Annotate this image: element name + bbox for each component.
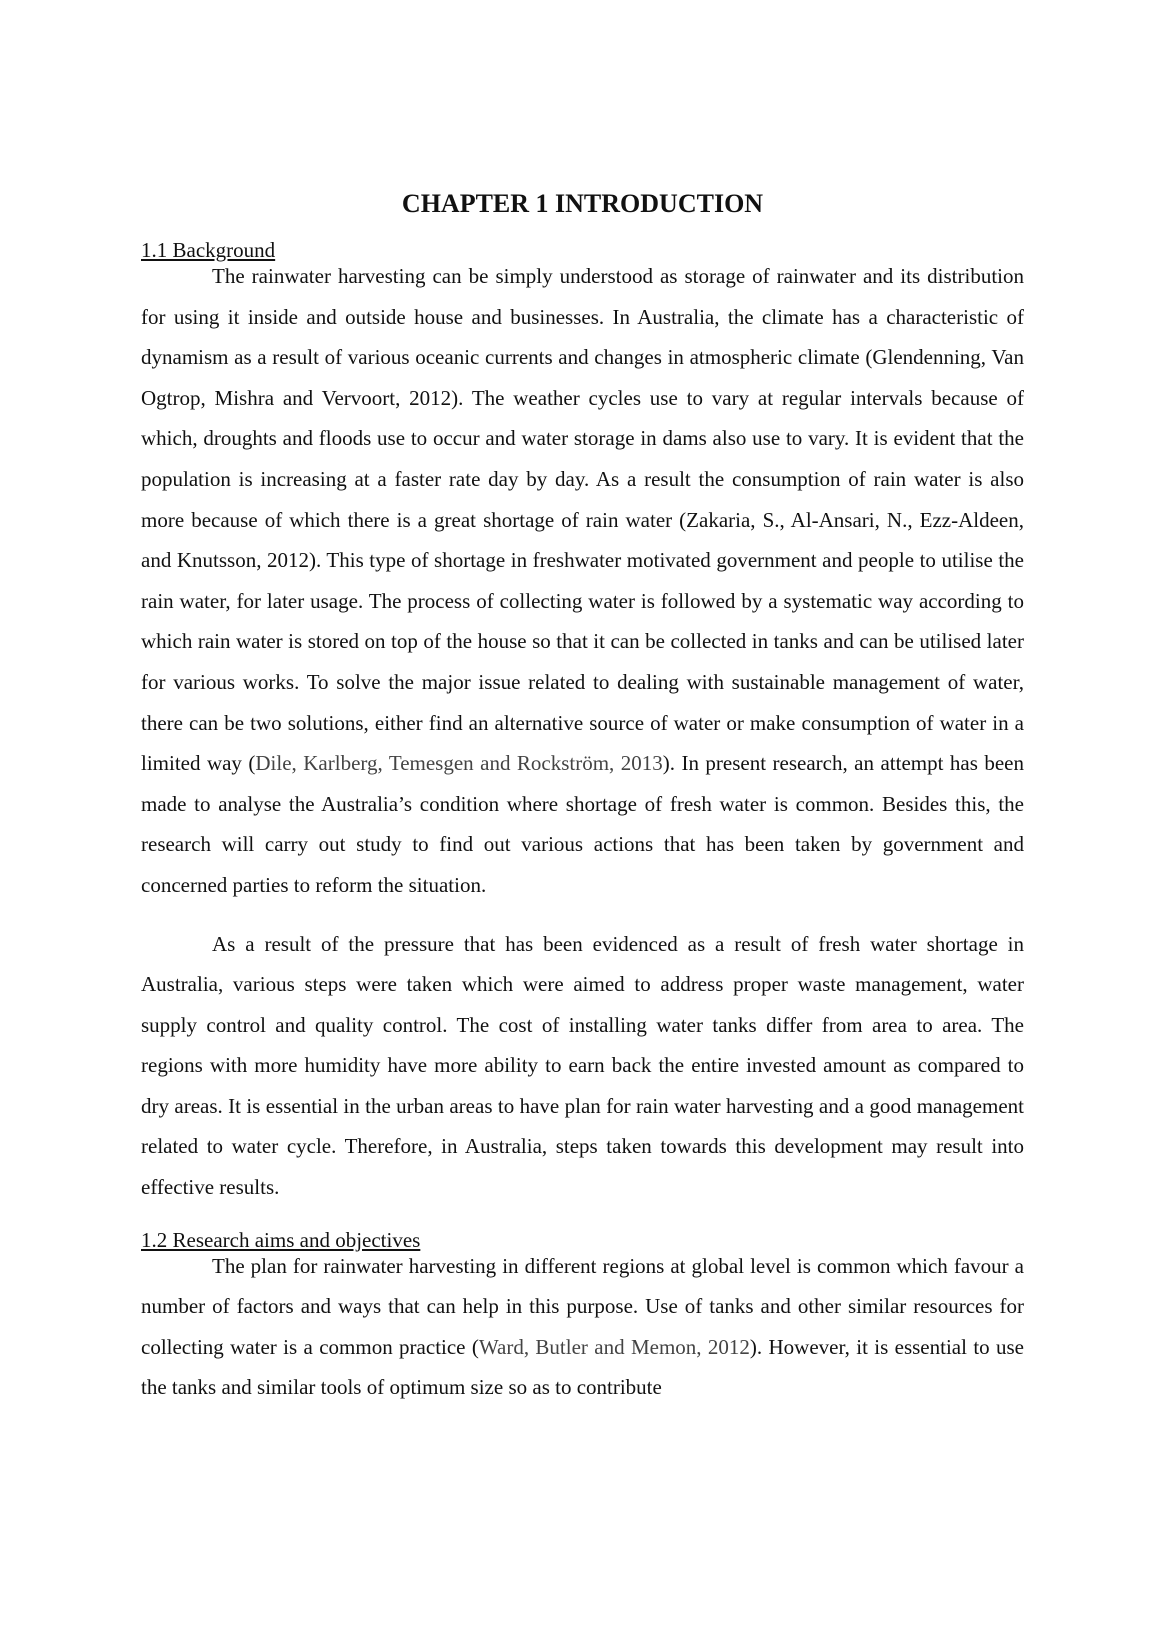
section-heading-aims: 1.2 Research aims and objectives bbox=[141, 1227, 421, 1252]
citation-dile-2013: Dile, Karlberg, Temesgen and Rockström, 2013 bbox=[255, 751, 663, 776]
background-paragraph-1-text-a: The rainwater harvesting can be simply understood as storage of rainwater and its distribution for using it inside and outside house and businesses. In Australia, the climate has a characteristic of dynamism as a result of various oceanic currents and changes in atmospheric climate (Glendenning, Van Ogtrop, Mishra and Vervoort, 2012). The weather cycles use to vary at regular intervals because of which, droughts and floods use to occur and water storage in dams also use to vary. It is evident that the population is increasing at a faster rate day by day. As a result the consumption of rain water is also more because of which there is a great shortage of rain water (Zakaria, S., Al-Ansari, N., Ezz-Aldeen, and Knutsson, 2012). This type of shortage in freshwater motivated government and people to utilise the rain water, for later usage. The process of collecting water is followed by a systematic way according to which rain water is stored on top of the house so that it can be collected in tanks and can be utilised later for various works. To solve the major issue related to dealing with sustainable management of water, there can be two solutions, either find an alternative source of water or make consumption of water in a limited way ( bbox=[141, 264, 1024, 776]
page-content bbox=[141, 186, 1024, 1408]
background-paragraph-1 bbox=[141, 256, 1024, 906]
citation-ward-2012: Ward, Butler and Memon, 2012 bbox=[478, 1334, 750, 1359]
background-paragraph-1-text-b: ). In present research, an attempt has been made to analyse the Australia’s condition where shortage of fresh water is common. Besides this, the research will carry out study to find out various actions that has been taken by government and concerned parties to reform the situation. bbox=[141, 751, 1024, 897]
section-heading-background: 1.1 Background bbox=[141, 238, 276, 262]
background-paragraph-2: As a result of the pressure that has been evidenced as a result of fresh water shortage in Australia, various steps were taken which were aimed to address proper waste management, water supply control and quality control. The cost of installing water tanks differ from area to area. The regions with more humidity have more ability to earn back the entire invested amount as compared to dry areas. It is essential in the urban areas to have plan for rain water harvesting and a good management related to water cycle. Therefore, in Australia, steps taken towards this development may result into effective results. bbox=[141, 931, 1024, 1200]
aims-paragraph-1-text-a: The plan for rainwater harvesting in different regions at global level is common which favour a number of factors and ways that can help in this purpose. Use of tanks and other similar resources for collecting water is a common practice ( bbox=[141, 1253, 1024, 1359]
aims-paragraph-1-text-b: ). However, it is essential to use the tanks and similar tools of optimum size so as to contribute bbox=[141, 1334, 1025, 1400]
aims-paragraph-1 bbox=[141, 1246, 1024, 1408]
chapter-title: CHAPTER 1 INTRODUCTION bbox=[401, 189, 764, 218]
